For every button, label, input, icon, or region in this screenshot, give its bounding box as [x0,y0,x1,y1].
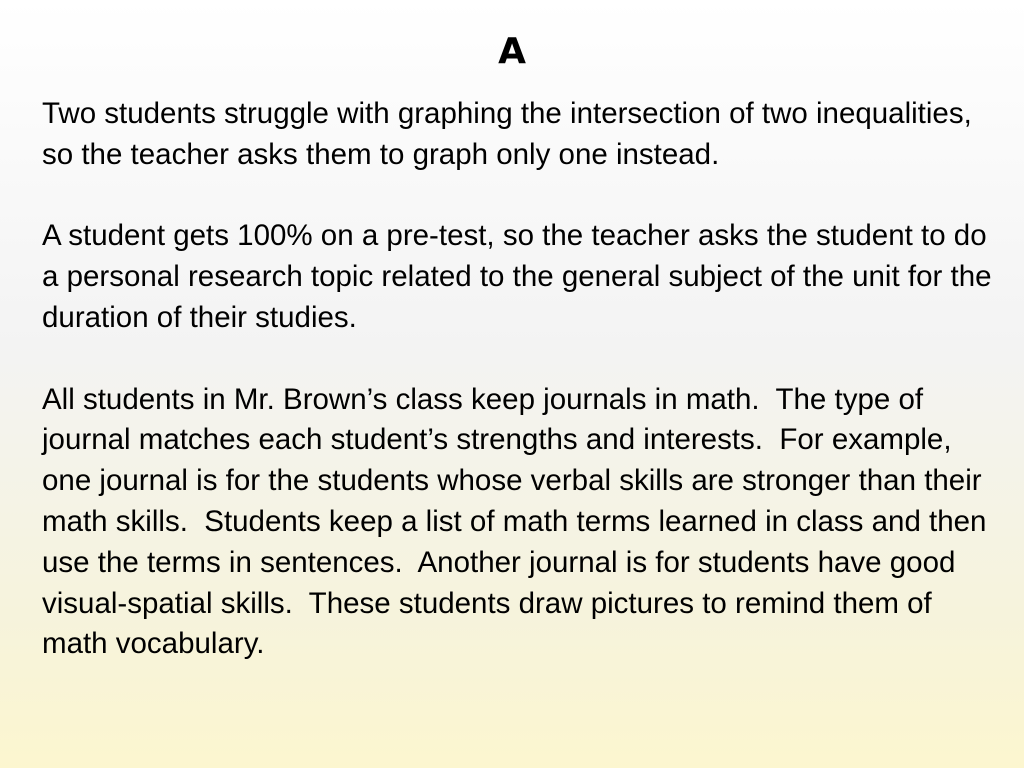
slide-body [42,94,1002,665]
paragraph-graphing-inequalities: Two students struggle with graphing the intersection of two inequalities, so the teacher asks them to graph only one instead. [42,97,980,171]
paragraph-pre-test-research: A student gets 100% on a pre-test, so the teacher asks the student to do a personal research topic related to the general subject of the unit for the duration of their studies. [42,219,1000,334]
slide-title: A [498,31,526,72]
paragraph-math-journals: All students in Mr. Brown’s class keep journals in math. The type of journal matches each student’s strengths and interests. For example, one journal is for the students whose verbal skills are stronger than their math skills. Students keep a list of math terms learned in class and then use the terms in sentences. Another journal is for students have good visual-spatial skills. These students draw pictures to remind them of math vocabulary. [42,382,995,661]
